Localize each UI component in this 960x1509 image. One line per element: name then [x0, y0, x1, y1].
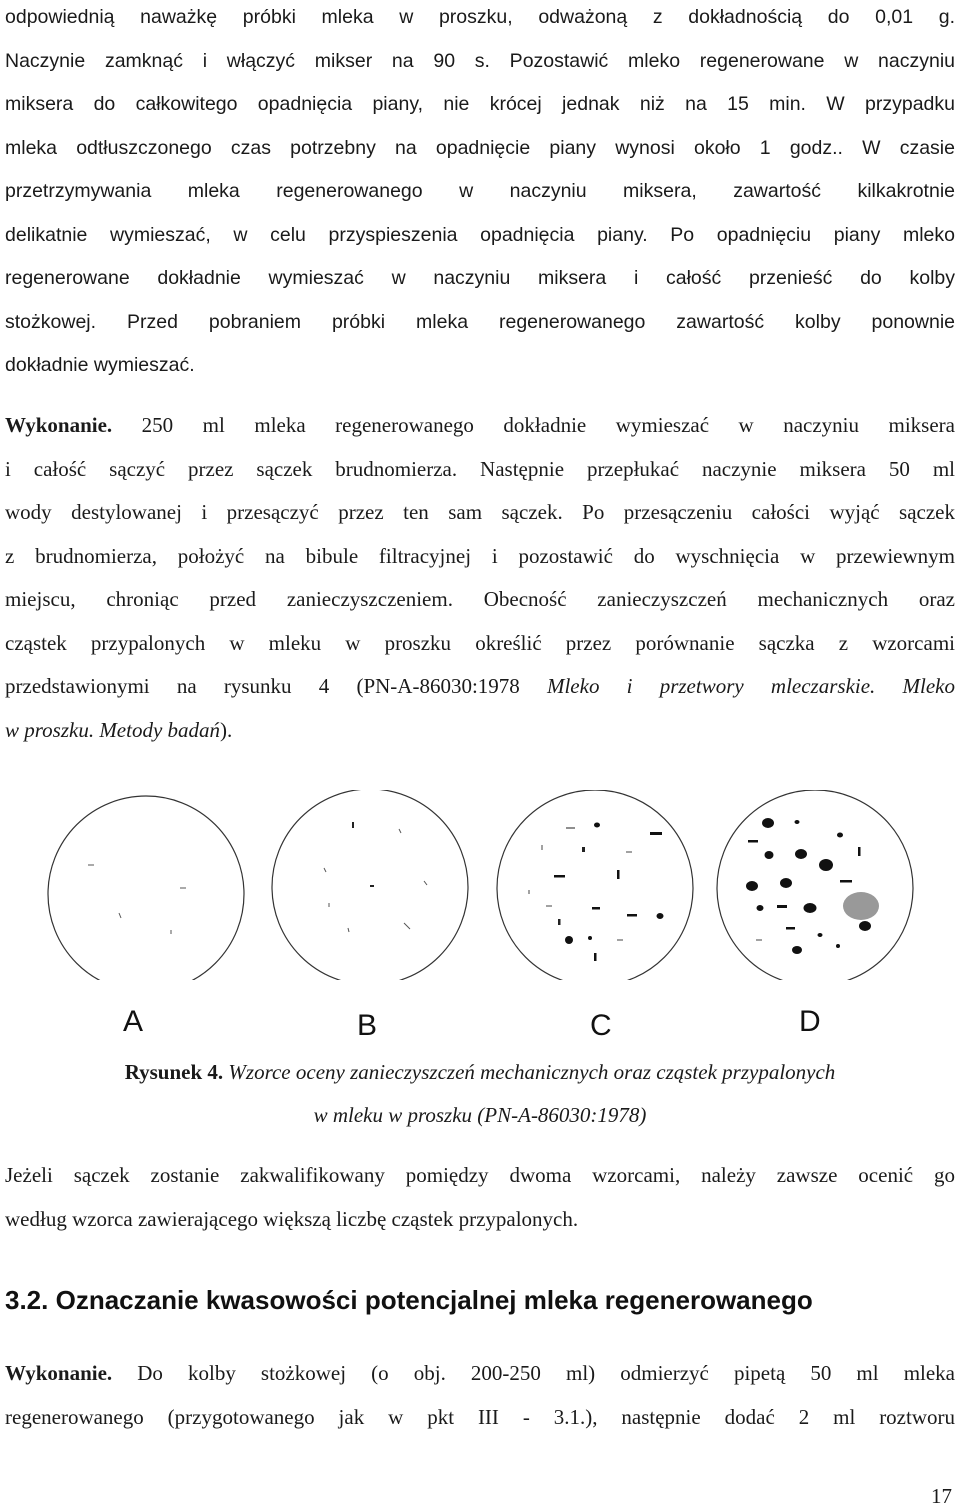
particle	[836, 944, 840, 948]
particle	[818, 933, 823, 937]
text-line	[5, 1352, 955, 1396]
caption-text: Wzorce oceny zanieczyszczeń mechanicznych oraz cząstek przypalonych	[223, 1060, 836, 1084]
filter-standards-figure	[40, 790, 940, 980]
paragraph-acidity-procedure	[5, 1352, 955, 1439]
particle	[588, 936, 592, 940]
text-line: miksera do całkowitego opadnięcia piany, nie krócej jednak niż na 15 min. W przypadku	[5, 93, 955, 115]
standard-disc-b	[272, 790, 468, 980]
particle	[594, 953, 597, 961]
text-line: z brudnomierza, położyć na bibule filtracyjnej i pozostawić do wyschnięcia w przewiewnym	[5, 543, 955, 568]
particle	[859, 921, 871, 931]
particle	[748, 840, 758, 843]
text-fragment: ).	[220, 717, 233, 742]
particle	[424, 881, 427, 885]
text-line: według wzorca zawierającego większą liczbę cząstek przypalonych.	[5, 1206, 579, 1231]
caption-text: w mleku w proszku (PN-A-86030:1978)	[313, 1103, 647, 1127]
particle	[592, 907, 600, 910]
disc-outline	[48, 796, 244, 980]
particle	[804, 903, 817, 913]
particle	[795, 849, 807, 859]
particle	[582, 847, 585, 852]
figure-caption	[0, 1060, 960, 1085]
particle	[119, 913, 121, 918]
standard-disc-a	[48, 796, 244, 980]
page-number: 17	[931, 1484, 952, 1508]
text-line: Naczynie zamknąć i włączyć mikser na 90 s. Pozostawić mleko regenerowane w naczyniu	[5, 49, 955, 72]
standard-label-a: A	[123, 1005, 144, 1038]
standard-label-b: B	[357, 1009, 378, 1042]
particle	[627, 914, 637, 917]
particle	[650, 832, 662, 835]
particle	[765, 851, 774, 859]
particle	[837, 833, 843, 838]
paragraph-procedure	[5, 404, 955, 752]
particle	[404, 923, 410, 929]
section-heading: 3.2. Oznaczanie kwasowości potencjalnej mleka regenerowanego	[5, 1285, 813, 1315]
standard-disc-c	[497, 790, 693, 980]
particle	[795, 820, 800, 824]
particle	[399, 829, 401, 833]
text-line: odpowiednią naważkę próbki mleka w proszku, odważoną z dokładnością do 0,01 g.	[5, 6, 955, 28]
text-line: cząstek przypalonych w mleku w proszku określić przez porównanie sączka z wzorcami	[5, 630, 955, 655]
text-fragment: przedstawionymi na rysunku 4 (PN-A-86030:1978	[5, 674, 547, 698]
text-line: regenerowanego (przygotowanego jak w pkt III - 3.1.), następnie dodać 2 ml roztworu	[5, 1404, 955, 1429]
procedure-lead: Wykonanie.	[5, 413, 113, 437]
particle	[617, 870, 620, 879]
text-line: przetrzymywania mleka regenerowanego w naczyniu miksera, zawartość kilkakrotnie	[5, 180, 955, 202]
text-line: dokładnie wymieszać.	[5, 354, 195, 376]
procedure-lead: Wykonanie.	[5, 1361, 113, 1385]
text-fragment: 250 ml mleka regenerowanego dokładnie wymieszać w naczyniu miksera	[112, 413, 955, 437]
particle	[786, 927, 795, 930]
particle	[762, 818, 774, 828]
particle	[554, 875, 565, 878]
text-line: stożkowej. Przed pobraniem próbki mleka regenerowanego zawartość kolby ponownie	[5, 310, 955, 333]
citation-title: w proszku. Metody badań	[5, 717, 221, 742]
particle	[565, 936, 573, 944]
particle	[777, 905, 787, 908]
text-line: regenerowane dokładnie wymieszać w naczyniu miksera i całość przenieść do kolby	[5, 267, 955, 289]
particle	[840, 880, 852, 883]
particle	[746, 881, 758, 891]
text-line: i całość sączyć przez sączek brudnomierza. Następnie przepłukać naczynie miksera 50 ml	[5, 456, 955, 481]
particle	[819, 859, 833, 871]
text-line	[5, 404, 955, 448]
citation-title: Mleko i przetwory mleczarskie. Mleko	[546, 674, 955, 698]
particle	[594, 823, 600, 828]
text-line	[5, 665, 955, 709]
particle	[843, 892, 879, 920]
text-line: mleka odtłuszczonego czas potrzebny na opadnięcie piany wynosi około 1 godz.. W czasie	[5, 136, 955, 159]
text-line: delikatnie wymieszać, w celu przyspieszenia opadnięcia piany. Po opadnięciu piany mleko	[5, 223, 955, 246]
standard-disc-d	[717, 790, 913, 980]
particle	[558, 919, 561, 925]
particle	[757, 905, 764, 911]
figure-caption-line2	[0, 1103, 960, 1128]
particle	[348, 928, 349, 932]
text-line: wody destylowanej i przesączyć przez ten sam sączek. Po przesączeniu całości wyjąć sączek	[5, 500, 955, 524]
particle	[370, 885, 374, 887]
text-line	[5, 709, 955, 753]
text-line: miejscu, chroniąc przed zanieczyszczeniem. Obecność zanieczyszczeń mechanicznych oraz	[5, 587, 955, 611]
particle	[858, 847, 861, 856]
standard-label-d: D	[799, 1005, 821, 1038]
text-fragment: Do kolby stożkowej (o obj. 200-250 ml) odmierzyć pipetą 50 ml mleka	[112, 1361, 955, 1385]
particle	[324, 868, 326, 872]
disc-outline	[497, 790, 693, 980]
particle	[780, 878, 792, 888]
particle	[792, 946, 802, 954]
caption-label: Rysunek 4.	[124, 1060, 224, 1084]
text-line: Jeżeli sączek zostanie zakwalifikowany pomiędzy dwoma wzorcami, należy zawsze ocenić go	[5, 1163, 955, 1187]
particle	[657, 913, 664, 919]
paragraph-regeneration	[5, 0, 955, 388]
paragraph-classification	[5, 1154, 955, 1241]
standard-label-c: C	[590, 1009, 612, 1042]
particle	[352, 822, 354, 828]
